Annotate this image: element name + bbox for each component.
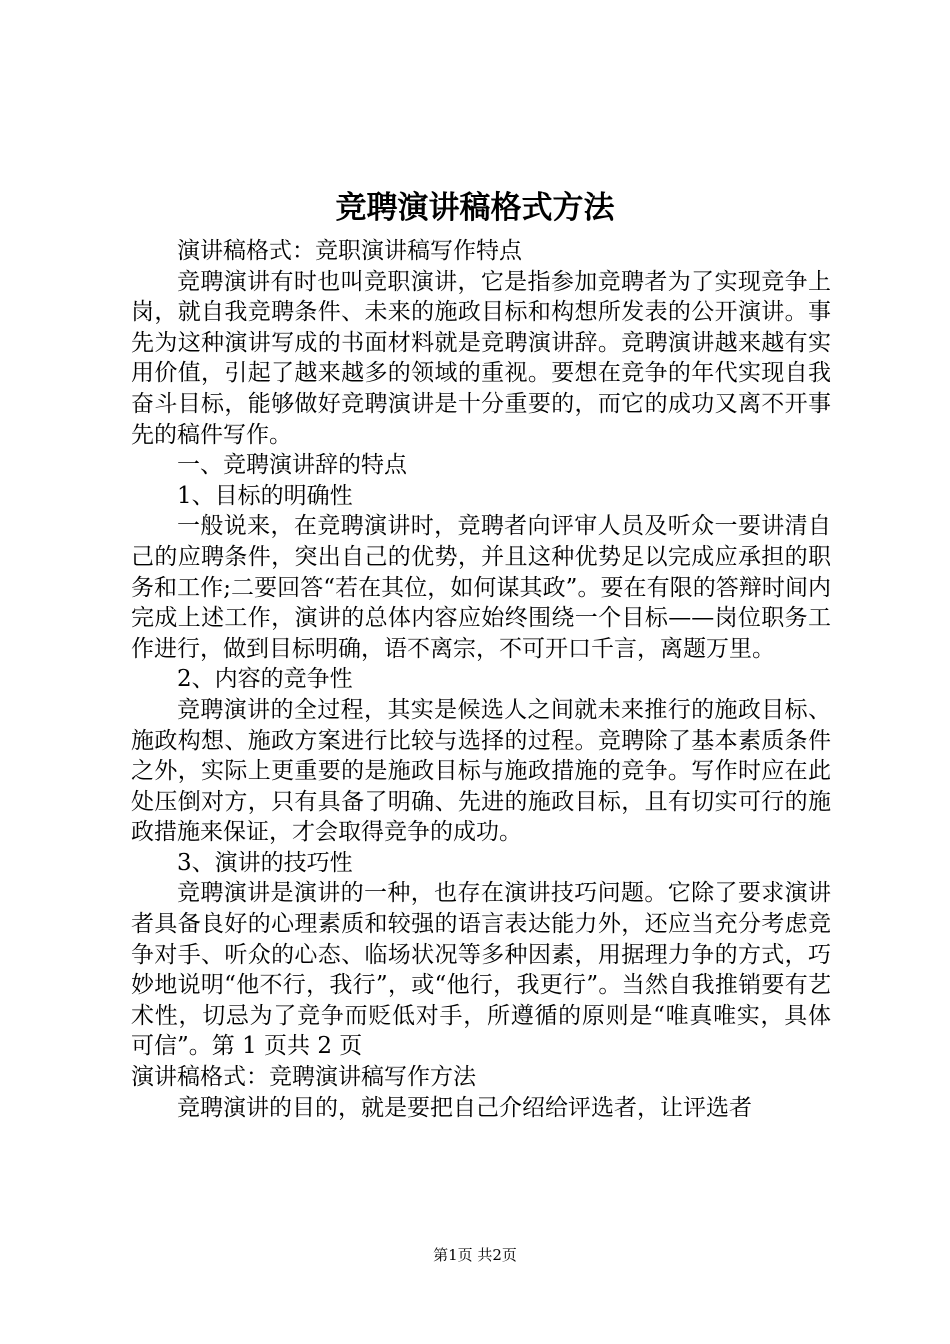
paragraph-content-competitiveness: 竞聘演讲的全过程，其实是候选人之间就未来推行的施政目标、施政构想、施政方案进行比较与选择的过程。竞聘除了基本素质条件之外，实际上更重要的是施政目标与施政措施的竞争。写作时应在此处压倒对方，只有具备了明确、先进的施政目标，且有切实可行的施政措施来保证，才会取得竞争的成功。 — [131, 696, 831, 846]
heading-writing-method: 演讲稿格式：竞聘演讲稿写作方法 — [131, 1064, 476, 1091]
paragraph-speech-skill: 竞聘演讲是演讲的一种，也存在演讲技巧问题。它除了要求演讲者具备良好的心理素质和较强的语言表达能力外，还应当充分考虑竞争对手、听众的心态、临场状况等多种因素，用据理力争的方式，巧妙地说明“他不行，我行”，或“他行，我更行”。当然自我推销要有艺术性，切忌为了竞争而贬低对手，所遵循的原则是“唯真唯实，具体可信”。第 1 页共 2 页 — [131, 880, 831, 1060]
page-footer: 第1页 共2页 — [433, 1246, 517, 1264]
subheading-content-competitiveness: 2、内容的竞争性 — [177, 666, 353, 693]
paragraph-intro: 竞聘演讲有时也叫竞职演讲，它是指参加竞聘者为了实现竞争上岗，就自我竞聘条件、未来的施政目标和构想所发表的公开演讲。事先为这种演讲写成的书面材料就是竞聘演讲辞。竞聘演讲越来越有实用价值，引起了越来越多的领域的重视。要想在竞争的年代实现自我奋斗目标，能够做好竞聘演讲是十分重要的，而它的成功又离不开事先的稿件写作。 — [131, 268, 831, 448]
subheading-speech-skill: 3、演讲的技巧性 — [177, 849, 353, 876]
paragraph-goal-clarity: 一般说来，在竞聘演讲时，竞聘者向评审人员及听众一要讲清自己的应聘条件，突出自己的优势，并且这种优势足以完成应承担的职务和工作;二要回答“若在其位，如何谋其政”。要在有限的答辩时间内完成上述工作，演讲的总体内容应始终围绕一个目标——岗位职务工作进行，做到目标明确，语不离宗，不可开口千言，离题万里。 — [131, 513, 831, 662]
document-body — [131, 236, 831, 1123]
section-heading-features: 一、竞聘演讲辞的特点 — [177, 452, 407, 479]
subheading-goal-clarity: 1、目标的明确性 — [177, 482, 353, 509]
paragraph-speech-purpose: 竞聘演讲的目的，就是要把自己介绍给评选者，让评选者 — [177, 1094, 752, 1121]
paragraph-heading-format: 演讲稿格式：竞职演讲稿写作特点 — [177, 238, 522, 264]
document-title: 竞聘演讲稿格式方法 — [335, 190, 615, 226]
